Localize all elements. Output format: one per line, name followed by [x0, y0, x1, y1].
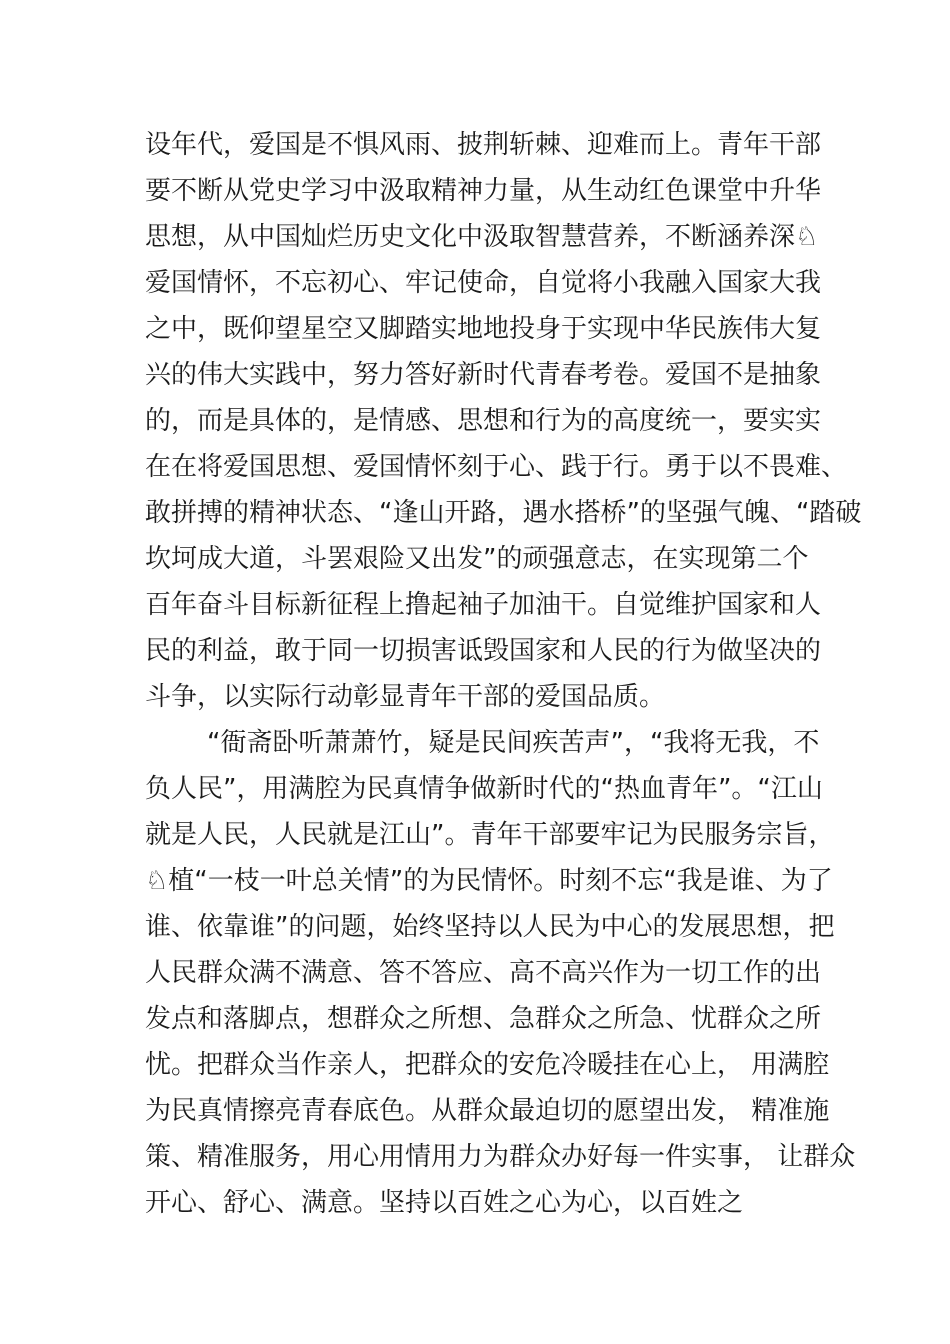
text-line: 要不断从党史学习中汲取精神力量，从生动红色课堂中升华: [145, 176, 822, 206]
text-line: 人民群众满不满意、答不答应、高不高兴作为一切工作的出: [145, 958, 822, 988]
text-line: 忧。把群众当作亲人，把群众的安危冷暖挂在心上， 用满腔: [145, 1050, 830, 1080]
text-line: 百年奋斗目标新征程上撸起袖子加油干。自觉维护国家和人: [145, 590, 822, 620]
text-line: 开心、舒心、满意。坚持以百姓之心为心，以百姓之: [145, 1188, 744, 1218]
text-line: 谁、依靠谁”的问题，始终坚持以人民为中心的发展思想，把: [145, 912, 835, 942]
body-text: [145, 122, 862, 1226]
text-line: 策、精准服务，用心用情用力为群众办好每一件实事， 让群众: [145, 1142, 856, 1172]
text-line: 设年代，爱国是不惧风雨、披荆斩棘、迎难而上。青年干部: [145, 130, 822, 160]
paragraph-first-line: “衙斋卧听萧萧竹，疑是民间疾苦声”，“我将无我，不: [207, 728, 820, 758]
text-line: 发点和落脚点，想群众之所想、急群众之所急、忧群众之所: [145, 1004, 822, 1034]
text-line: 思想，从中国灿烂历史文化中汲取智慧营养，不断涵养深♘: [145, 222, 819, 252]
text-line: 负人民”，用满腔为民真情争做新时代的“热血青年”。“江山: [145, 774, 823, 804]
text-line: 爱国情怀，不忘初心、牢记使命，自觉将小我融入国家大我: [145, 268, 822, 298]
text-line: 斗争，以实际行动彰显青年干部的爱国品质。: [145, 682, 666, 712]
text-line: 民的利益，敢于同一切损害诋毁国家和人民的行为做坚决的: [145, 636, 822, 666]
text-line: 在在将爱国思想、爱国情怀刻于心、践于行。勇于以不畏难、: [145, 452, 848, 482]
text-line: 为民真情擦亮青春底色。从群众最迫切的愿望出发， 精准施: [145, 1096, 830, 1126]
text-line: 兴的伟大实践中，努力答好新时代青春考卷。爱国不是抽象: [145, 360, 822, 390]
text-line: 坎坷成大道，斗罢艰险又出发”的顽强意志，在实现第二个: [145, 544, 809, 574]
text-line: 的，而是具体的，是情感、思想和行为的高度统一，要实实: [145, 406, 822, 436]
text-line: 之中，既仰望星空又脚踏实地地投身于实现中华民族伟大复: [145, 314, 822, 344]
text-line: ♘植“一枝一叶总关情”的为民情怀。时刻不忘“我是谁、为了: [145, 866, 833, 896]
text-line: 敢拼搏的精神状态、“逢山开路，遇水搭桥”的坚强气魄、“踏破: [145, 498, 862, 528]
text-line: 就是人民，人民就是江山”。青年干部要牢记为民服务宗旨，: [145, 820, 835, 850]
